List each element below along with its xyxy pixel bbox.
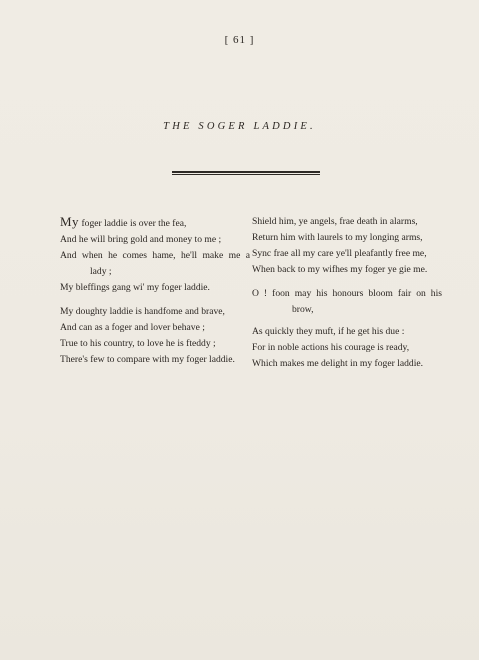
poem-title: THE SOGER LADDIE. [163,121,316,132]
poem-line: lady ; [90,266,112,277]
poem-column-right [252,214,442,372]
poem-line: When back to my wifhes my foger ye gie me. [252,264,428,275]
page-number: [ 61 ] [224,34,255,46]
stanza-gap [60,296,250,304]
poem-line: Sync frae all my care ye'll pleafantly free me, [252,248,427,259]
stanza-gap [252,278,442,286]
title-rule [172,171,320,175]
poem-line: There's few to compare with my foger laddie. [60,354,235,365]
poem-line: True to his country, to love he is fteddy ; [60,338,216,349]
poem-line: And he will bring gold and money to me ; [60,234,222,245]
poem-column-left [60,214,250,368]
poem-line: brow, [292,304,314,315]
poem-line: My doughty laddie is handfome and brave, [60,306,225,317]
poem-line: As quickly they muft, if he get his due : [252,326,405,337]
poem-line: O ! foon may his honours bloom fair on his [252,288,442,299]
drop-cap: My [60,214,80,229]
poem-line: And when he comes hame, he'll make me a [60,250,250,261]
poem-line: And can as a foger and lover behave ; [60,322,205,333]
poem-line: For in noble actions his courage is ready, [252,342,410,353]
poem-line: My bleffings gang wi' my foger laddie. [60,282,210,293]
poem-line: Which makes me delight in my foger laddie. [252,358,424,369]
poem-line: Shield him, ye angels, frae death in alarms, [252,216,418,227]
poem-line: My foger laddie is over the fea, [60,214,187,229]
poem-line: Return him with laurels to my longing arms, [252,232,423,243]
